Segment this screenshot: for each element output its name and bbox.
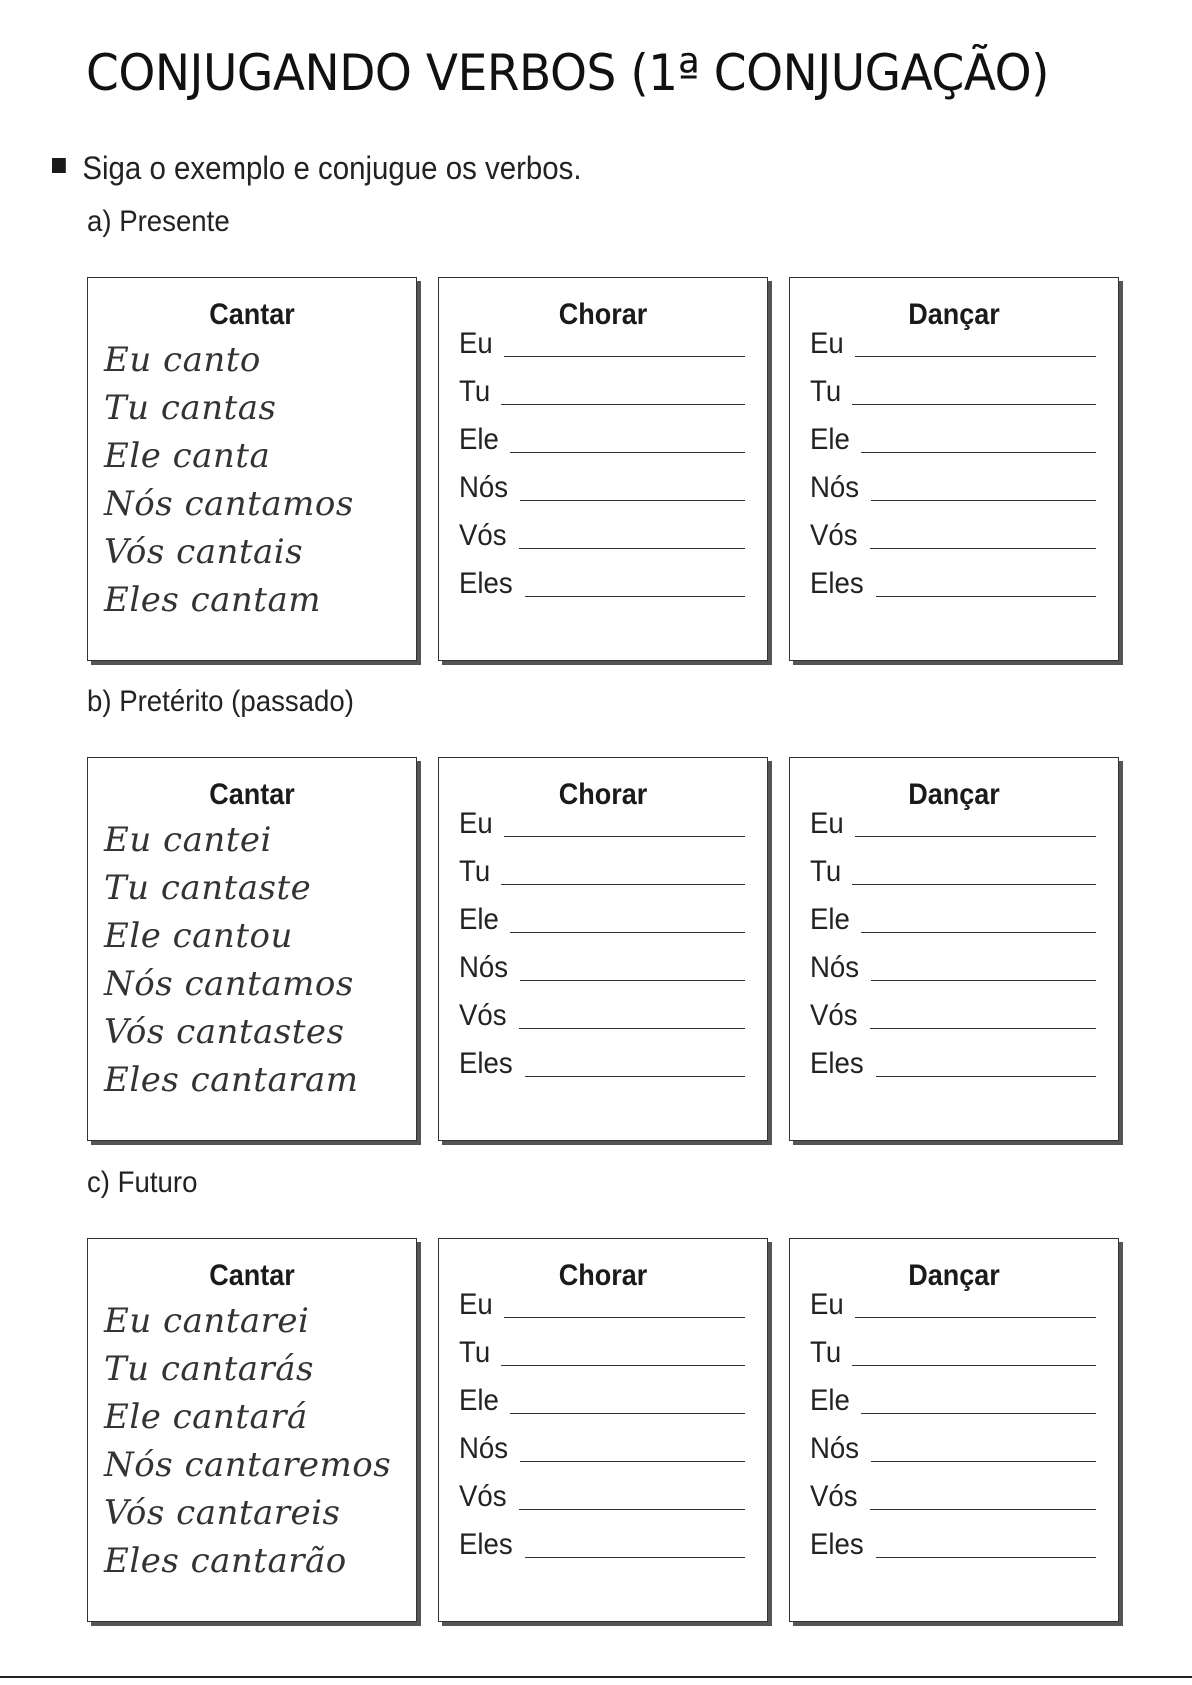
fill-in-row (810, 367, 1096, 407)
fill-in-row (810, 895, 1096, 935)
example-conjugation: Tu cantas (104, 388, 277, 428)
answer-blank[interactable] (504, 835, 745, 837)
pronoun-label: Eles (459, 567, 513, 600)
fill-in-row (459, 1520, 745, 1560)
fill-in-row (459, 1039, 745, 1079)
pronoun-label: Tu (459, 855, 491, 888)
fill-in-row (810, 1520, 1096, 1560)
section-label: b) Pretérito (passado) (87, 685, 354, 718)
pronoun-label: Ele (810, 1384, 850, 1417)
fill-in-row (810, 559, 1096, 599)
fill-in-row (810, 943, 1096, 983)
answer-blank[interactable] (852, 403, 1096, 405)
example-conjugation: Tu cantarás (104, 1349, 314, 1389)
exercise-box (789, 757, 1119, 1141)
answer-blank[interactable] (504, 1316, 745, 1318)
answer-blank[interactable] (525, 1556, 745, 1558)
pronoun-label: Eu (810, 327, 844, 360)
fill-in-row (810, 847, 1096, 887)
pronoun-label: Ele (459, 1384, 499, 1417)
exercise-box (789, 1238, 1119, 1622)
pronoun-label: Eles (459, 1047, 513, 1080)
example-conjugation: Tu cantaste (104, 868, 312, 908)
example-conjugation: Nós cantamos (104, 484, 354, 524)
answer-blank[interactable] (520, 979, 745, 981)
pronoun-label: Tu (810, 375, 842, 408)
answer-blank[interactable] (504, 355, 745, 357)
fill-in-row (459, 1472, 745, 1512)
pronoun-label: Eu (459, 327, 493, 360)
example-conjugation: Nós cantaremos (104, 1445, 392, 1485)
answer-blank[interactable] (876, 1556, 1096, 1558)
fill-in-row (459, 463, 745, 503)
pronoun-label: Nós (459, 471, 509, 504)
answer-blank[interactable] (501, 403, 745, 405)
example-conjugation: Vós cantais (104, 532, 304, 572)
conjugation-tables (87, 1238, 1121, 1624)
page-title: CONJUGANDO VERBOS (1ª CONJUGAÇÃO) (86, 44, 1050, 102)
example-conjugation: Eu canto (104, 340, 261, 380)
pronoun-label: Tu (459, 375, 491, 408)
pronoun-label: Vós (459, 999, 507, 1032)
fill-in-row (459, 511, 745, 551)
conjugation-tables (87, 757, 1121, 1143)
answer-blank[interactable] (861, 931, 1096, 933)
answer-blank[interactable] (510, 931, 745, 933)
pronoun-label: Nós (810, 1432, 860, 1465)
fill-in-row (459, 1424, 745, 1464)
answer-blank[interactable] (519, 1027, 745, 1029)
pronoun-label: Ele (459, 423, 499, 456)
pronoun-label: Tu (459, 1336, 491, 1369)
fill-in-row (810, 1424, 1096, 1464)
answer-blank[interactable] (870, 1027, 1096, 1029)
fill-in-row (810, 463, 1096, 503)
pronoun-label: Eu (810, 807, 844, 840)
answer-blank[interactable] (520, 499, 745, 501)
exercise-box (438, 757, 768, 1141)
answer-blank[interactable] (525, 595, 745, 597)
pronoun-label: Vós (459, 1480, 507, 1513)
fill-in-row (810, 511, 1096, 551)
example-conjugation: Eu cantarei (104, 1301, 310, 1341)
answer-blank[interactable] (510, 1412, 745, 1414)
conjugation-tables (87, 277, 1121, 663)
fill-in-row (459, 1376, 745, 1416)
answer-blank[interactable] (855, 835, 1096, 837)
fill-in-row (459, 991, 745, 1031)
exercise-box (438, 1238, 768, 1622)
verb-heading: Cantar (209, 298, 295, 331)
pronoun-label: Eles (810, 567, 864, 600)
example-conjugation: Vós cantareis (104, 1493, 341, 1533)
instruction-text: Siga o exemplo e conjugue os verbos. (82, 150, 582, 186)
section-label: c) Futuro (87, 1166, 198, 1199)
pronoun-label: Eu (459, 807, 493, 840)
pronoun-label: Eu (459, 1288, 493, 1321)
verb-heading: Dançar (908, 778, 1000, 811)
answer-blank[interactable] (876, 1075, 1096, 1077)
fill-in-row (810, 1039, 1096, 1079)
example-box (87, 1238, 417, 1622)
answer-blank[interactable] (861, 451, 1096, 453)
fill-in-row (810, 1376, 1096, 1416)
fill-in-row (459, 559, 745, 599)
fill-in-row (459, 1280, 745, 1320)
pronoun-label: Nós (459, 951, 509, 984)
example-conjugation: Eu cantei (104, 820, 272, 860)
fill-in-row (810, 319, 1096, 359)
answer-blank[interactable] (852, 883, 1096, 885)
fill-in-row (459, 367, 745, 407)
answer-blank[interactable] (861, 1412, 1096, 1414)
pronoun-label: Nós (810, 951, 860, 984)
answer-blank[interactable] (519, 547, 745, 549)
pronoun-label: Eles (459, 1528, 513, 1561)
answer-blank[interactable] (871, 499, 1096, 501)
exercise-box (789, 277, 1119, 661)
example-box (87, 277, 417, 661)
answer-blank[interactable] (855, 355, 1096, 357)
answer-blank[interactable] (870, 1508, 1096, 1510)
verb-heading: Cantar (209, 1259, 295, 1292)
fill-in-row (459, 415, 745, 455)
example-conjugation: Eles cantam (104, 580, 321, 620)
answer-blank[interactable] (876, 595, 1096, 597)
fill-in-row (810, 799, 1096, 839)
answer-blank[interactable] (870, 547, 1096, 549)
pronoun-label: Ele (810, 903, 850, 936)
example-conjugation: Vós cantastes (104, 1012, 345, 1052)
example-conjugation: Eles cantaram (104, 1060, 359, 1100)
pronoun-label: Tu (810, 855, 842, 888)
example-conjugation: Eles cantarão (104, 1541, 347, 1581)
answer-blank[interactable] (852, 1364, 1096, 1366)
pronoun-label: Vós (810, 519, 858, 552)
pronoun-label: Eles (810, 1528, 864, 1561)
answer-blank[interactable] (510, 451, 745, 453)
example-conjugation: Ele cantará (104, 1397, 308, 1437)
pronoun-label: Vós (459, 519, 507, 552)
pronoun-label: Ele (459, 903, 499, 936)
pronoun-label: Vós (810, 1480, 858, 1513)
answer-blank[interactable] (519, 1508, 745, 1510)
fill-in-row (810, 1328, 1096, 1368)
answer-blank[interactable] (855, 1316, 1096, 1318)
pronoun-label: Nós (810, 471, 860, 504)
answer-blank[interactable] (525, 1075, 745, 1077)
fill-in-row (810, 1472, 1096, 1512)
answer-blank[interactable] (501, 883, 745, 885)
pronoun-label: Tu (810, 1336, 842, 1369)
verb-heading: Dançar (908, 1259, 1000, 1292)
verb-heading: Chorar (558, 298, 648, 331)
fill-in-row (459, 847, 745, 887)
pronoun-label: Vós (810, 999, 858, 1032)
verb-heading: Dançar (908, 298, 1000, 331)
pronoun-label: Nós (459, 1432, 509, 1465)
verb-heading: Chorar (558, 778, 648, 811)
answer-blank[interactable] (520, 1460, 745, 1462)
example-conjugation: Ele cantou (104, 916, 293, 956)
pronoun-label: Ele (810, 423, 850, 456)
answer-blank[interactable] (871, 1460, 1096, 1462)
example-conjugation: Nós cantamos (104, 964, 354, 1004)
fill-in-row (810, 1280, 1096, 1320)
fill-in-row (459, 895, 745, 935)
fill-in-row (459, 319, 745, 359)
answer-blank[interactable] (871, 979, 1096, 981)
verb-heading: Cantar (209, 778, 295, 811)
pronoun-label: Eu (810, 1288, 844, 1321)
fill-in-row (459, 1328, 745, 1368)
answer-blank[interactable] (501, 1364, 745, 1366)
example-box (87, 757, 417, 1141)
section-label: a) Presente (87, 205, 230, 238)
exercise-box (438, 277, 768, 661)
pronoun-label: Eles (810, 1047, 864, 1080)
instruction (52, 150, 582, 187)
fill-in-row (810, 991, 1096, 1031)
fill-in-row (459, 943, 745, 983)
page-bottom-rule (0, 1676, 1192, 1678)
example-conjugation: Ele canta (104, 436, 271, 476)
verb-heading: Chorar (558, 1259, 648, 1292)
fill-in-row (459, 799, 745, 839)
square-bullet-icon (52, 158, 66, 173)
fill-in-row (810, 415, 1096, 455)
